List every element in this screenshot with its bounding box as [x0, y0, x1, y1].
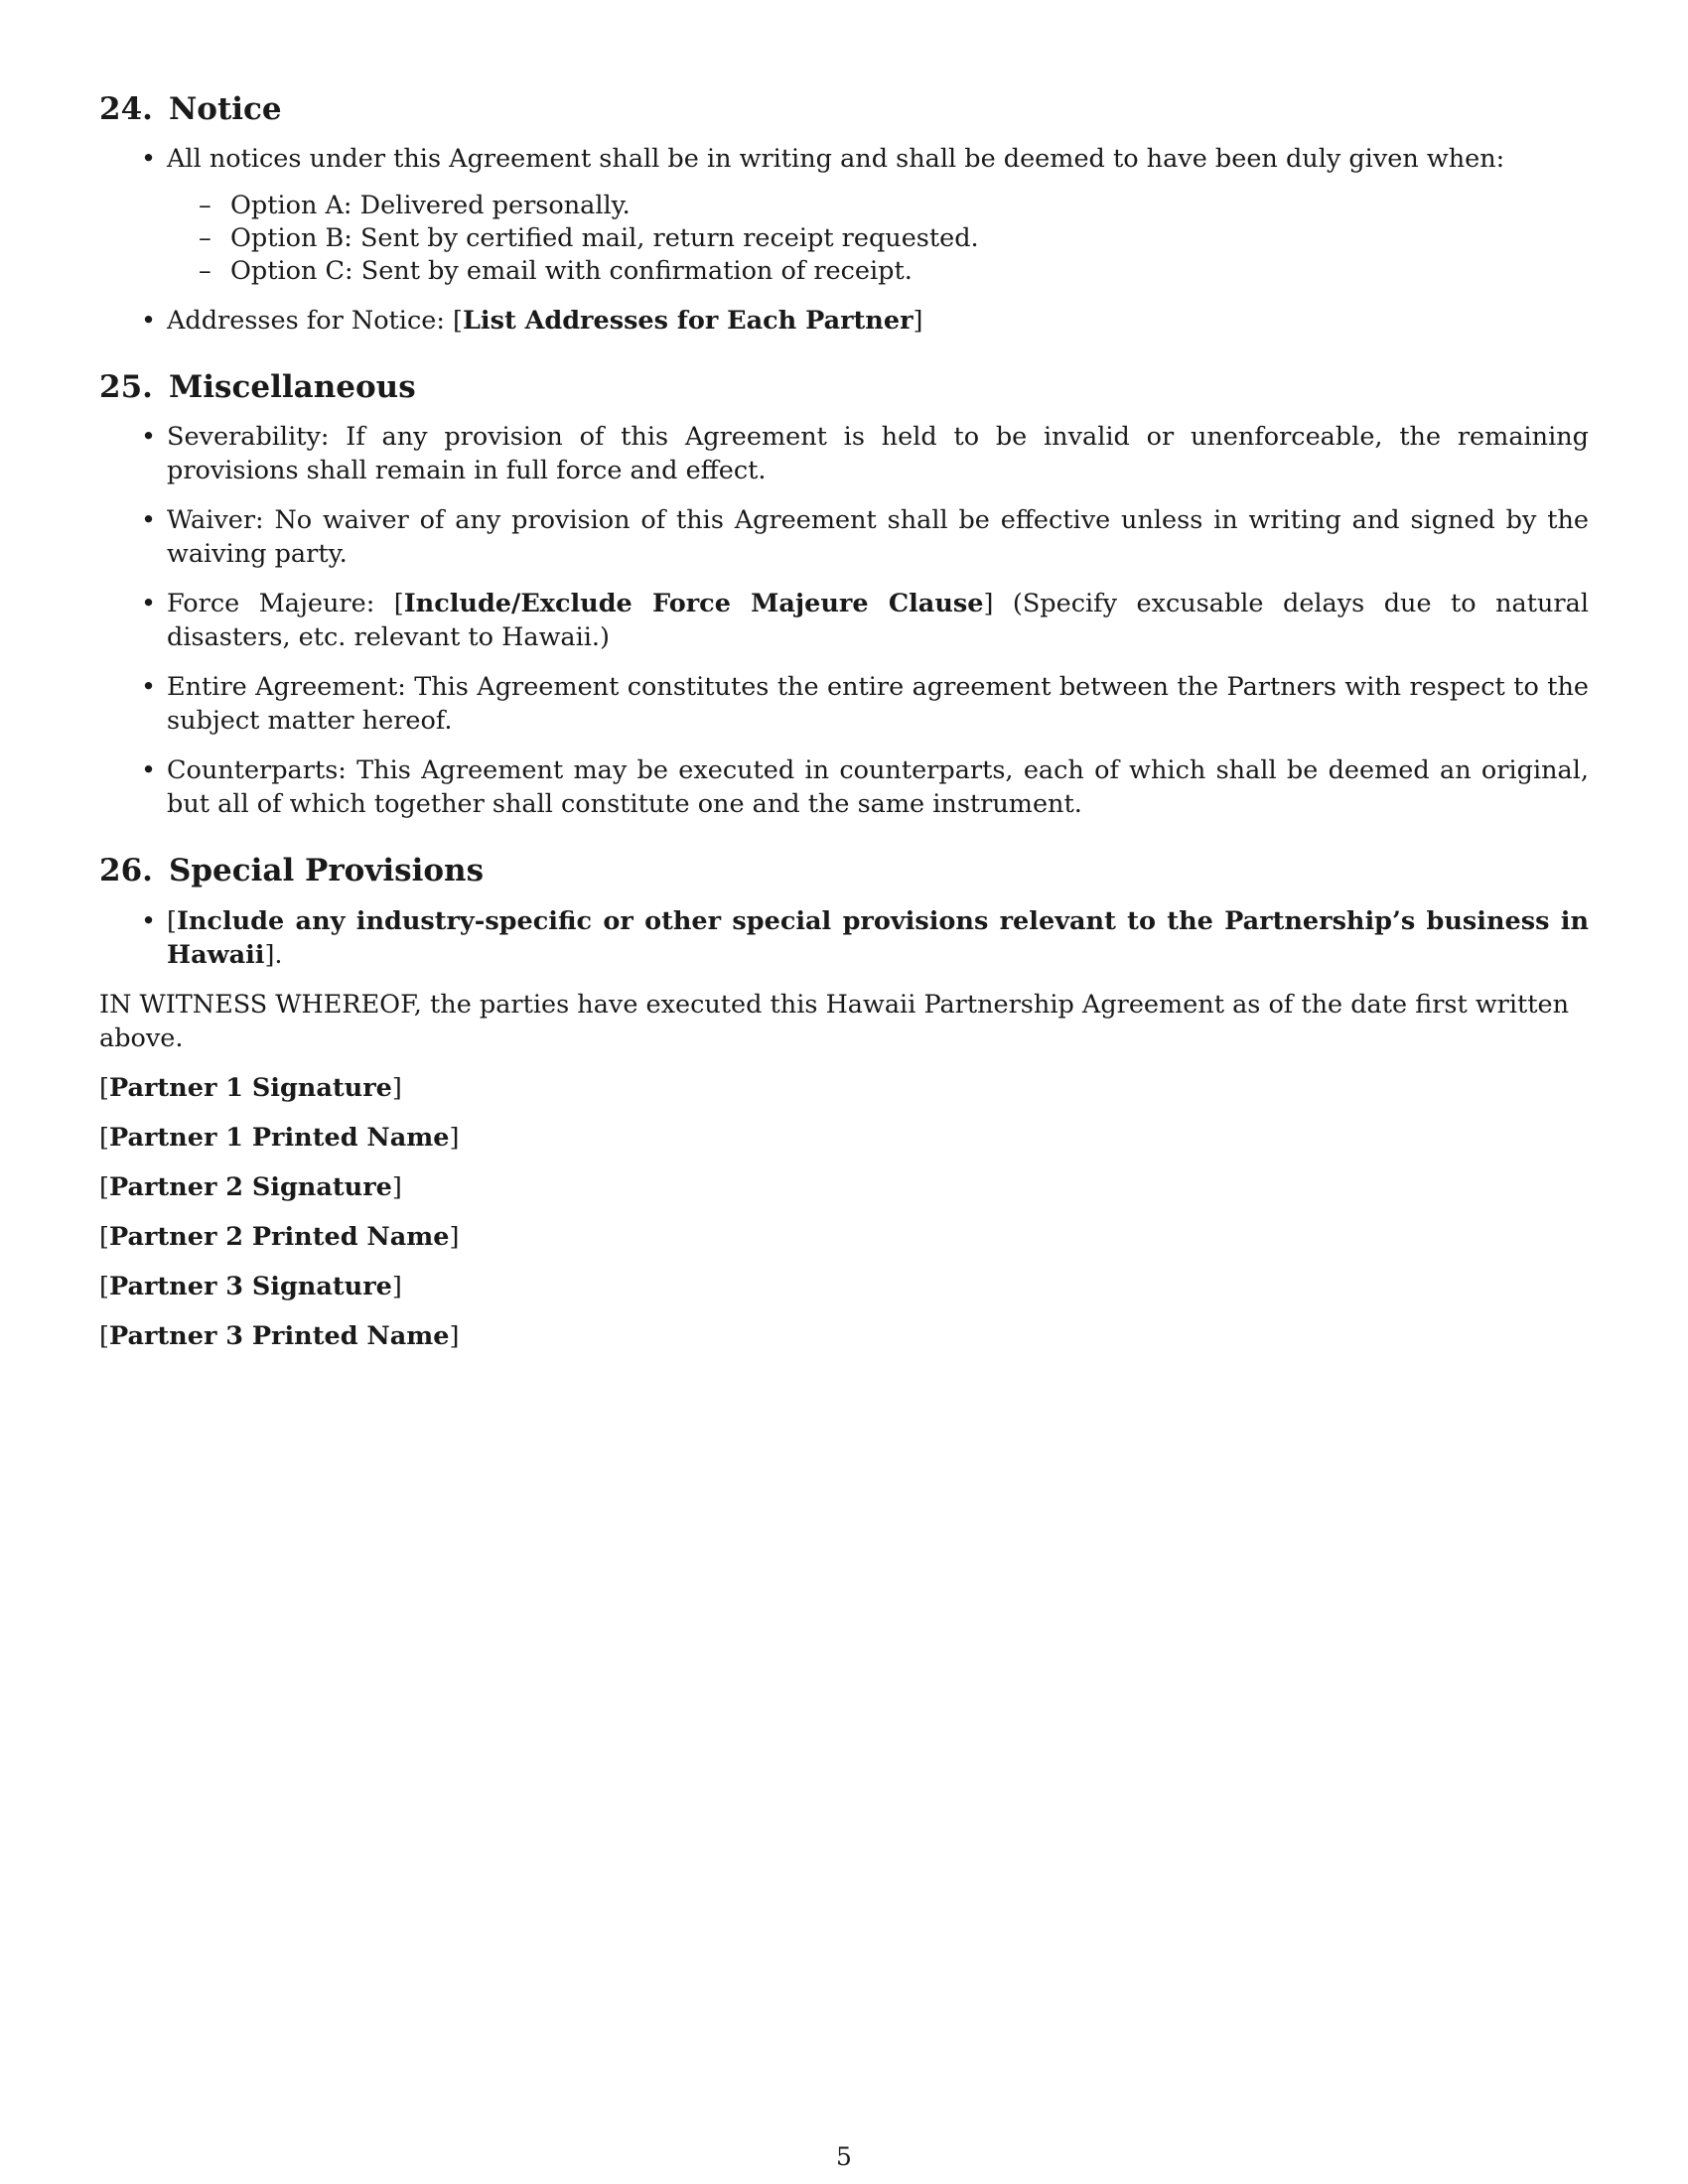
section-miscellaneous — [99, 369, 1589, 821]
bullet-icon: • — [141, 505, 157, 536]
special-provisions-placeholder: Include any industry-specific or other special provisions relevant to the Partnership’s business in Hawaii — [167, 905, 1589, 970]
signature-line: [Partner 3 Signature] — [99, 1271, 402, 1301]
list-item — [99, 503, 1589, 571]
list-item — [99, 420, 1589, 487]
signature-line: [Partner 2 Printed Name] — [99, 1221, 460, 1252]
list-item — [99, 142, 1589, 288]
counterparts-text: Counterparts: This Agreement may be executed in counterparts, each of which shall be deemed an original, but all of which together shall constitute one and the same instrument. — [167, 755, 1589, 820]
list-item: • Force Majeure: [Include/Exclude Force Majeure Clause] (Specify excusable delays due to natural disasters, etc. relevant to Hawaii.) — [141, 589, 1589, 653]
waiver-text: Waiver: No waiver of any provision of this Agreement shall be effective unless in writing and signed by the waiving party. — [167, 505, 1589, 570]
list-item — [99, 753, 1589, 821]
list-item: • [Include any industry-specific or other special provisions relevant to the Partnership’s business in Hawaii]. — [141, 905, 1589, 970]
section-heading — [99, 91, 1589, 128]
force-majeure-note: (Specify excusable delays due to natural disasters, etc. relevant to Hawaii.) — [167, 589, 1589, 653]
force-majeure-label: Force Majeure: — [167, 589, 394, 619]
signature-placeholder: Partner 3 Printed Name — [108, 1320, 450, 1351]
bullet-icon: • — [141, 672, 157, 703]
section-heading — [99, 369, 1589, 406]
option-text: Option C: Sent by email with confirmation of receipt. — [230, 256, 913, 287]
bullet-list — [99, 904, 1589, 972]
option-item — [167, 255, 1589, 288]
section-special-provisions — [99, 853, 1589, 971]
bullet-icon: • — [141, 306, 157, 337]
signature-line: [Partner 1 Signature] — [99, 1072, 402, 1103]
section-number: 26. — [99, 853, 153, 889]
signature-placeholder: Partner 1 Signature — [108, 1072, 392, 1103]
dash-icon: – — [199, 223, 211, 254]
bullet-list — [99, 142, 1589, 338]
bullet-icon: • — [141, 905, 157, 936]
severability-text: Severability: If any provision of this Agreement is held to be invalid or unenforceable, the remaining provisions shall remain in full force and effect. — [167, 422, 1589, 486]
option-text: Option B: Sent by certified mail, return receipt requested. — [230, 223, 979, 254]
section-title: Notice — [168, 91, 282, 127]
section-title: Special Provisions — [168, 853, 485, 889]
bullet-icon: • — [141, 755, 157, 786]
notice-intro: All notices under this Agreement shall be in writing and shall be deemed to have been duly given when: — [167, 144, 1505, 175]
signature-line: [Partner 3 Printed Name] — [99, 1320, 460, 1351]
witness-clause: IN WITNESS WHEREOF, the parties have executed this Hawaii Partnership Agreement as of the date first written above. — [99, 989, 1570, 1053]
page-number: 5 — [836, 2142, 852, 2171]
signature-line: [Partner 1 Printed Name] — [99, 1122, 460, 1153]
entire-agreement-text: Entire Agreement: This Agreement constitutes the entire agreement between the Partners with respect to the subject matter hereof. — [167, 672, 1589, 737]
addresses-label: Addresses for Notice: — [167, 306, 454, 337]
section-title: Miscellaneous — [168, 369, 416, 406]
option-item — [167, 190, 1589, 222]
option-text: Option A: Delivered personally. — [230, 191, 631, 221]
signature-placeholder: Partner 2 Printed Name — [108, 1221, 450, 1252]
dash-icon: – — [199, 191, 211, 221]
list-item — [99, 670, 1589, 738]
option-item — [167, 222, 1589, 255]
section-notice — [99, 91, 1589, 338]
signature-placeholder: Partner 1 Printed Name — [108, 1122, 450, 1153]
section-heading — [99, 853, 1589, 889]
section-number: 24. — [99, 91, 153, 127]
dash-icon: – — [199, 256, 211, 287]
bullet-icon: • — [141, 589, 157, 619]
bullet-list — [99, 420, 1589, 821]
signature-line: [Partner 2 Signature] — [99, 1171, 402, 1202]
document-page — [99, 91, 1589, 1369]
force-majeure-placeholder: Include/Exclude Force Majeure Clause — [403, 589, 984, 619]
option-list — [167, 190, 1589, 288]
list-item: • Addresses for Notice: [List Addresses for Each Partner] — [141, 306, 923, 337]
section-number: 25. — [99, 369, 153, 406]
signature-placeholder: Partner 2 Signature — [108, 1171, 392, 1202]
addresses-placeholder: List Addresses for Each Partner — [462, 306, 914, 337]
signature-placeholder: Partner 3 Signature — [108, 1271, 392, 1301]
bullet-icon: • — [141, 144, 157, 175]
bullet-icon: • — [141, 422, 157, 453]
